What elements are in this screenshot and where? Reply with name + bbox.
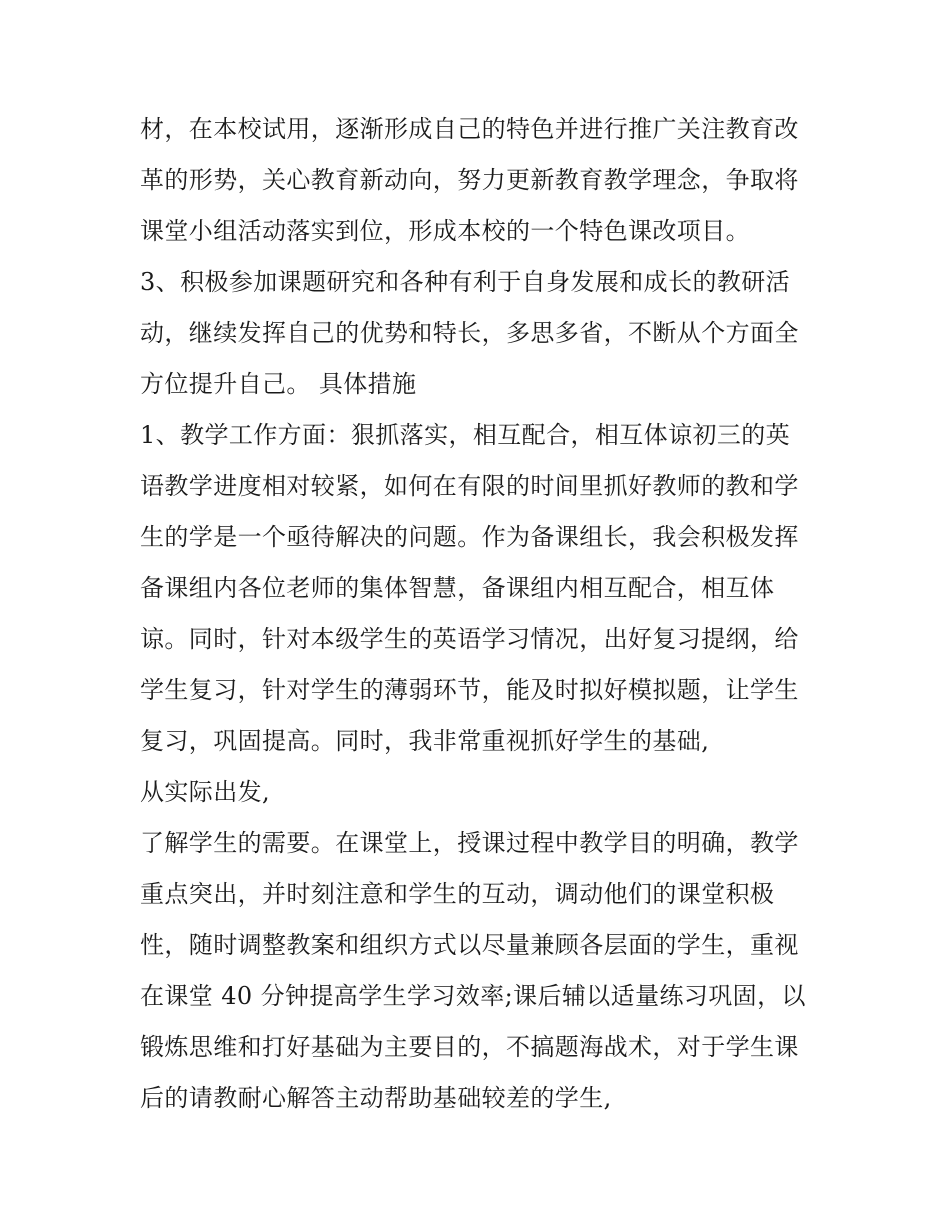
text-line: 后的请教耐心解答主动帮助基础较差的学生,: [140, 1084, 612, 1112]
text-line: 从实际出发,: [140, 778, 271, 806]
text-line: 在课堂 40 分钟提高学生学习效率;课后辅以适量练习巩固，以: [140, 982, 806, 1010]
text-line: 方位提升自己。 具体措施: [140, 370, 417, 398]
text-line: 性，随时调整教案和组织方式以尽量兼顾各层面的学生，重视: [140, 931, 799, 959]
text-line: 锻炼思维和打好基础为主要目的，不搞题海战术，对于学生课: [140, 1033, 799, 1061]
text-line: 3、积极参加课题研究和各种有利于自身发展和成长的教研活: [140, 268, 791, 296]
text-line: 复习，巩固提高。同时，我非常重视抓好学生的基础,: [140, 727, 710, 755]
text-line: 谅。同时，针对本级学生的英语学习情况，出好复习提纲，给: [140, 625, 799, 653]
text-line: 生的学是一个亟待解决的问题。作为备课组长，我会积极发挥: [140, 523, 799, 551]
text-line: 语教学进度相对较紧，如何在有限的时间里抓好教师的教和学: [140, 472, 799, 500]
text-line: 备课组内各位老师的集体智慧，备课组内相互配合，相互体: [140, 574, 775, 602]
text-line: 动，继续发挥自己的优势和特长，多思多省，不断从个方面全: [140, 319, 799, 347]
text-line: 了解学生的需要。在课堂上，授课过程中教学目的明确，教学: [140, 829, 799, 857]
text-line: 课堂小组活动落实到位，形成本校的一个特色课改项目。: [140, 217, 750, 245]
text-line: 学生复习，针对学生的薄弱环节，能及时拟好模拟题，让学生: [140, 676, 799, 704]
document-body: [140, 104, 820, 1124]
text-line: 重点突出，并时刻注意和学生的互动，调动他们的课堂积极: [140, 880, 775, 908]
text-line: 革的形势，关心教育新动向，努力更新教育教学理念，争取将: [140, 166, 799, 194]
text-line: 材，在本校试用，逐渐形成自己的特色并进行推广关注教育改: [140, 115, 799, 143]
text-line: 1、教学工作方面：狠抓落实，相互配合，相互体谅初三的英: [140, 421, 791, 449]
